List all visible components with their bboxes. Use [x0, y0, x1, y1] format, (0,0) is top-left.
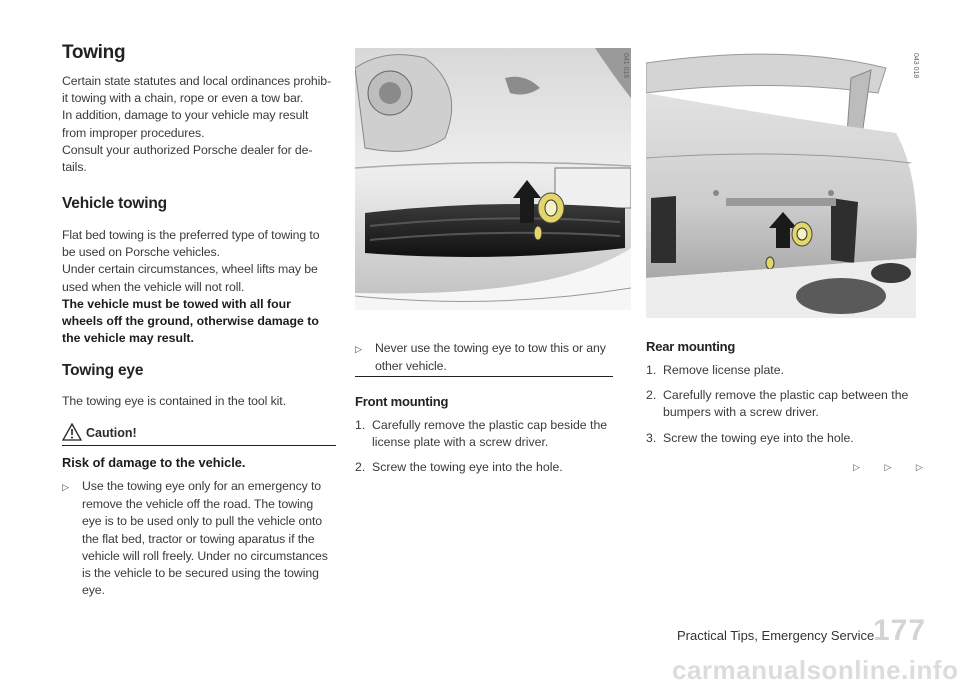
- risk-text: [62, 454, 245, 471]
- rear-towing-photo: [646, 48, 922, 318]
- step-line: Carefully remove the plastic cap beside the: [372, 418, 608, 432]
- triangle-right-icon: ▷: [62, 482, 69, 492]
- warning-triangle-icon: [62, 423, 82, 441]
- watermark: carmanualsonline.info: [672, 655, 959, 685]
- intro-paragraph: [62, 73, 342, 176]
- step-number: 1.: [355, 418, 366, 432]
- page-number: 177: [873, 614, 927, 647]
- triangle-right-icon: ▷: [915, 462, 923, 472]
- continue-arrows: [853, 462, 945, 473]
- page-heading: Towing: [62, 42, 126, 63]
- step-line: bumpers with a screw driver.: [663, 405, 819, 420]
- vehicle-towing-line: Under certain circumstances, wheel lifts may be: [62, 262, 318, 277]
- caution-bullet: [62, 478, 347, 599]
- vehicle-towing-text: [62, 227, 342, 296]
- note-line: other vehicle.: [375, 359, 447, 374]
- rear-photo-code: 043 018: [912, 53, 919, 79]
- note-text: Never use the towing eye to tow this or any: [375, 341, 606, 355]
- front-towing-photo: [355, 48, 631, 310]
- vehicle-towing-line: be used on Porsche vehicles.: [62, 245, 220, 260]
- intro-line: Consult your authorized Porsche dealer for de-: [62, 142, 313, 157]
- caution-line: [62, 478, 347, 496]
- step-number: 2.: [646, 388, 657, 403]
- intro-line: tails.: [62, 160, 87, 175]
- caution-bullet-text: Use the towing eye only for an emergency to: [82, 479, 322, 493]
- step-line: license plate with a screw driver.: [372, 435, 549, 450]
- note-rule: [355, 376, 613, 377]
- step-number: 1.: [646, 363, 657, 377]
- step-number: 2.: [355, 460, 366, 475]
- caution-line: is the vehicle to be secured using the towing: [82, 566, 319, 581]
- towing-eye-line: The towing eye is contained in the tool kit.: [62, 394, 286, 408]
- caution-header: [62, 423, 336, 446]
- step-number: 3.: [646, 430, 657, 445]
- caution-line: the flat bed, tractor or towing aparatus if the: [82, 531, 315, 546]
- step-item: [355, 417, 625, 451]
- step-item: [355, 459, 625, 476]
- note-line: [355, 340, 615, 358]
- triangle-right-icon: ▷: [355, 344, 362, 354]
- caution-line: eye is to be used only to pull the vehicle onto: [82, 514, 323, 529]
- towing-eye-title: Towing eye: [62, 362, 144, 379]
- triangle-right-icon: ▷: [884, 462, 892, 472]
- rear-mounting-title: Rear mounting: [646, 339, 736, 354]
- front-photo-code: 041 016: [622, 53, 629, 79]
- intro-line: it towing with a chain, rope or even a tow bar.: [62, 91, 304, 106]
- step-item: [646, 387, 926, 421]
- warning-line: The vehicle must be towed with all four: [62, 297, 291, 311]
- step-line: Screw the towing eye into the hole.: [663, 430, 854, 445]
- step-item: [646, 362, 926, 379]
- step-item: [646, 430, 926, 447]
- vehicle-towing-warning: [62, 296, 342, 348]
- warning-line: the vehicle may result.: [62, 331, 194, 346]
- caution-line: eye.: [82, 583, 105, 598]
- footer-section: Practical Tips, Emergency Service: [677, 628, 875, 643]
- rear-mounting-steps: [646, 362, 926, 455]
- intro-line: from improper procedures.: [62, 125, 205, 140]
- caution-line: remove the vehicle off the road. The towing: [82, 497, 314, 512]
- triangle-right-icon: ▷: [853, 462, 860, 472]
- warning-line: wheels off the ground, otherwise damage to: [62, 314, 319, 329]
- step-line: Screw the towing eye into the hole.: [372, 460, 563, 475]
- intro-line: In addition, damage to your vehicle may result: [62, 108, 309, 123]
- caution-line: vehicle will roll freely. Under no circumstances: [82, 548, 328, 563]
- intro-line: Certain state statutes and local ordinances prohib-: [62, 74, 332, 88]
- towing-eye-text: [62, 393, 342, 410]
- vehicle-towing-title: Vehicle towing: [62, 195, 167, 212]
- caution-label: Caution!: [86, 426, 137, 440]
- vehicle-towing-line: used when the vehicle will not roll.: [62, 279, 245, 294]
- note-bullet: [355, 340, 615, 375]
- front-mounting-title: Front mounting: [355, 394, 449, 409]
- vehicle-towing-line: Flat bed towing is the preferred type of towing to: [62, 228, 320, 242]
- step-line: Carefully remove the plastic cap between the: [663, 388, 909, 403]
- risk-line: Risk of damage to the vehicle.: [62, 455, 246, 470]
- front-mounting-steps: [355, 417, 625, 485]
- step-line: Remove license plate.: [663, 363, 784, 377]
